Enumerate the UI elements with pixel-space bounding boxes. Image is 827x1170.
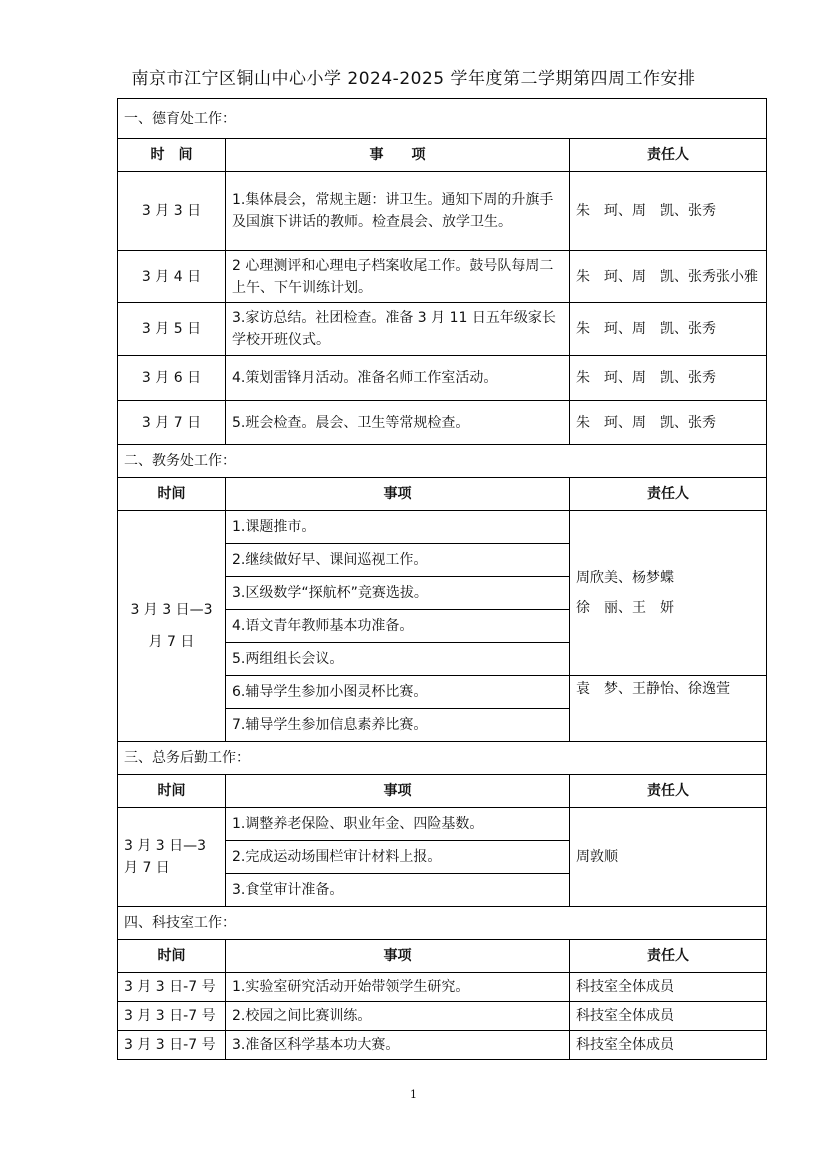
- table-row: [118, 808, 767, 841]
- person-line: 周欣美、杨梦蝶: [576, 570, 674, 586]
- table-row: [118, 973, 767, 1002]
- row-item: 6.辅导学生参加小图灵杯比赛。: [226, 676, 570, 709]
- row-person: 朱 珂、周 凯、张秀: [570, 303, 767, 356]
- row-time: 3 月 3 日—3 月 7 日: [118, 511, 226, 742]
- column-header-item: 事项: [226, 940, 570, 973]
- column-header-time: 时 间: [118, 139, 226, 172]
- column-header-person: 责任人: [570, 940, 767, 973]
- row-item: 2.校园之间比赛训练。: [226, 1002, 570, 1031]
- row-person: 科技室全体成员: [570, 1031, 767, 1060]
- schedule-table: [117, 98, 767, 1060]
- person-line: 徐 丽、王 妍: [576, 600, 674, 616]
- row-time: 3 月 3 日: [118, 172, 226, 251]
- column-header-person: 责任人: [570, 775, 767, 808]
- section-heading-moral: 一、德育处工作：: [118, 99, 767, 139]
- table-row: [118, 401, 767, 445]
- row-item: 1.调整养老保险、职业年金、四险基数。: [226, 808, 570, 841]
- page-number: 1: [410, 1088, 417, 1101]
- row-item: 4.策划雷锋月活动。准备名师工作室活动。: [226, 356, 570, 401]
- row-time: 3 月 3 日-7 号: [118, 1002, 226, 1031]
- row-time: 3 月 3 日-7 号: [118, 1031, 226, 1060]
- row-time: 3 月 7 日: [118, 401, 226, 445]
- row-time: 3 月 4 日: [118, 251, 226, 303]
- row-item: 1.课题推市。: [226, 511, 570, 544]
- row-time: 3 月 5 日: [118, 303, 226, 356]
- row-time: 3 月 3 日—3 月 7 日: [118, 808, 226, 907]
- table-row: [118, 303, 767, 356]
- row-person: 科技室全体成员: [570, 1002, 767, 1031]
- table-row: [118, 356, 767, 401]
- page-title: 南京市江宁区铜山中心小学 2024-2025 学年度第二学期第四周工作安排: [131, 69, 696, 89]
- column-header-item: 事项: [226, 478, 570, 511]
- row-item: 7.辅导学生参加信息素养比赛。: [226, 709, 570, 742]
- section-heading-science: 四、科技室工作：: [118, 907, 767, 940]
- row-item: 5.两组组长会议。: [226, 643, 570, 676]
- row-item: 3.区级数学“探航杯”竞赛选拔。: [226, 577, 570, 610]
- column-header-item: 事项: [226, 775, 570, 808]
- column-header-time: 时间: [118, 775, 226, 808]
- column-header-person: 责任人: [570, 139, 767, 172]
- row-item: 2.继续做好早、课间巡视工作。: [226, 544, 570, 577]
- column-header-time: 时间: [118, 478, 226, 511]
- row-item: 1.集体晨会，常规主题：讲卫生。通知下周的升旗手及国旗下讲话的教师。检查晨会、放学卫生。: [226, 172, 570, 251]
- row-person: 周敦顺: [570, 808, 767, 907]
- column-header-item: 事 项: [226, 139, 570, 172]
- table-row: [118, 251, 767, 303]
- row-person: 朱 珂、周 凯、张秀: [570, 356, 767, 401]
- row-item: 2 心理测评和心理电子档案收尾工作。鼓号队每周二上午、下午训练计划。: [226, 251, 570, 303]
- row-item: 5.班会检查。晨会、卫生等常规检查。: [226, 401, 570, 445]
- row-person: 科技室全体成员: [570, 973, 767, 1002]
- table-row: [118, 172, 767, 251]
- column-header-time: 时间: [118, 940, 226, 973]
- row-person: 朱 珂、周 凯、张秀: [570, 172, 767, 251]
- row-person: 朱 珂、周 凯、张秀: [570, 401, 767, 445]
- row-person: 朱 珂、周 凯、张秀张小雅: [570, 251, 767, 303]
- table-row: [118, 511, 767, 544]
- row-time: 3 月 6 日: [118, 356, 226, 401]
- section-heading-academic: 二、教务处工作：: [118, 445, 767, 478]
- row-item: 3.家访总结。社团检查。准备 3 月 11 日五年级家长学校开班仪式。: [226, 303, 570, 356]
- section-heading-logistics: 三、总务后勤工作：: [118, 742, 767, 775]
- column-header-person: 责任人: [570, 478, 767, 511]
- row-person: 袁 梦、王静怡、徐逸萱: [570, 676, 767, 742]
- row-item: 2.完成运动场围栏审计材料上报。: [226, 841, 570, 874]
- row-item: 3.准备区科学基本功大赛。: [226, 1031, 570, 1060]
- row-item: 3.食堂审计准备。: [226, 874, 570, 907]
- row-item: 1.实验室研究活动开始带领学生研究。: [226, 973, 570, 1002]
- row-time: 3 月 3 日-7 号: [118, 973, 226, 1002]
- row-item: 4.语文青年教师基本功准备。: [226, 610, 570, 643]
- table-row: [118, 1002, 767, 1031]
- table-row: [118, 1031, 767, 1060]
- row-person: [570, 511, 767, 676]
